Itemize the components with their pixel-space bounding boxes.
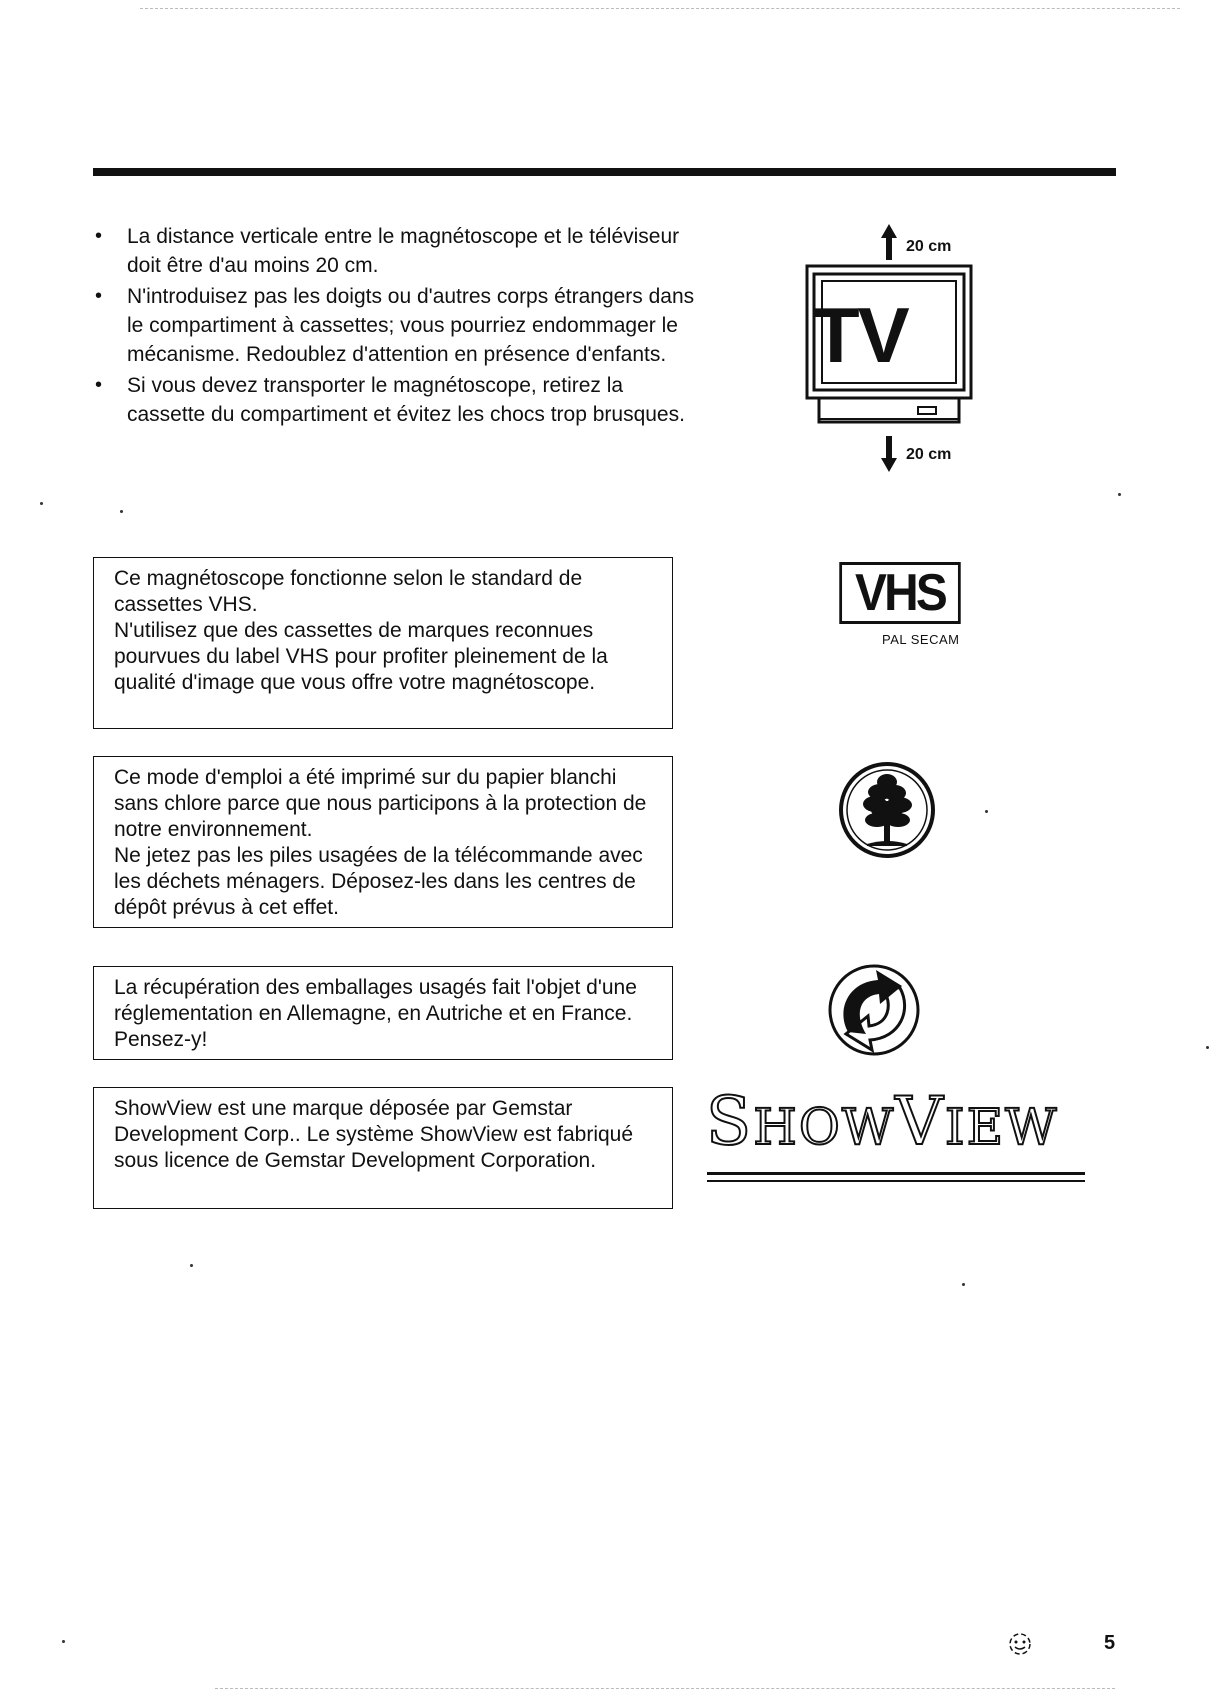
showview-logo [706, 1082, 1059, 1167]
bullet-transport: • Si vous devez transporter le magnétoscope, retirez la cassette du compartiment et évitez les chocs trop brusques. [95, 371, 695, 429]
scan-speck [1118, 493, 1121, 496]
bullet-fingers: • N'introduisez pas les doigts ou d'autres corps étrangers dans le compartiment à cassettes; vous pourriez endommager le mécanisme. Redoublez d'attention en présence d'enfants. [95, 282, 695, 369]
scan-edge-top [140, 8, 1180, 9]
showview-logo-how: HOW [753, 1098, 896, 1156]
safety-bullet-list [95, 222, 695, 431]
showview-underline [707, 1172, 1085, 1175]
packaging-notice-text: La récupération des emballages usagés fait l'objet d'une réglementation en Allemagne, en Autriche et en France. Pensez-y! [114, 976, 637, 1051]
environment-notice-text-1: Ce mode d'emploi a été imprimé sur du papier blanchi sans chlore parce que nous participons à la protection de notre environnement. [114, 766, 647, 841]
page-number: 5 [1104, 1632, 1116, 1654]
scan-speck [62, 1640, 65, 1643]
vhs-notice-text-1: Ce magnétoscope fonctionne selon le standard de cassettes VHS. [114, 567, 583, 616]
recycling-icon [826, 962, 922, 1058]
arrow-up-icon [881, 224, 897, 260]
vhs-pal-secam-label: PAL SECAM [882, 632, 960, 647]
tree-icon [837, 760, 937, 860]
showview-underline-thin [707, 1180, 1085, 1182]
scan-speck [962, 1283, 965, 1286]
scan-speck [190, 1264, 193, 1267]
showview-notice-text: ShowView est une marque déposée par Gemstar Development Corp.. Le système ShowView est fabriqué sous licence de Gemstar Development Corporation. [114, 1097, 634, 1172]
scan-speck [1206, 1046, 1209, 1049]
vhs-logo: VHS [839, 562, 960, 624]
scan-edge-bottom [215, 1688, 1115, 1689]
distance-bottom-label: 20 cm [906, 446, 952, 463]
scan-speck [40, 502, 43, 505]
showview-notice-box [93, 1087, 673, 1209]
environment-notice-text-2: Ne jetez pas les piles usagées de la télécommande avec les déchets ménagers. Déposez-les dans les centres de dépôt prévus à cet effet. [114, 844, 643, 919]
tv-screen-label: TV [812, 291, 908, 379]
recycled-paper-icon [1006, 1630, 1034, 1658]
top-rule [93, 168, 1116, 176]
bullet-distance: • La distance verticale entre le magnétoscope et le téléviseur doit être d'au moins 20 cm. [95, 222, 695, 280]
vhs-notice-text-2: N'utilisez que des cassettes de marques reconnues pourvues du label VHS pour profiter pleinement de la qualité d'image que vous offre votre magnétoscope. [114, 619, 608, 694]
showview-logo-iew: IEW [944, 1098, 1059, 1156]
packaging-notice-box [93, 966, 673, 1060]
vhs-notice-box [93, 557, 673, 729]
scan-speck [985, 810, 988, 813]
scan-speck [120, 510, 123, 513]
distance-top-label: 20 cm [906, 238, 952, 255]
arrow-down-icon [881, 436, 897, 472]
showview-logo-s: S [706, 1083, 754, 1160]
showview-logo-v: V [895, 1083, 945, 1160]
environment-notice-box [93, 756, 673, 928]
